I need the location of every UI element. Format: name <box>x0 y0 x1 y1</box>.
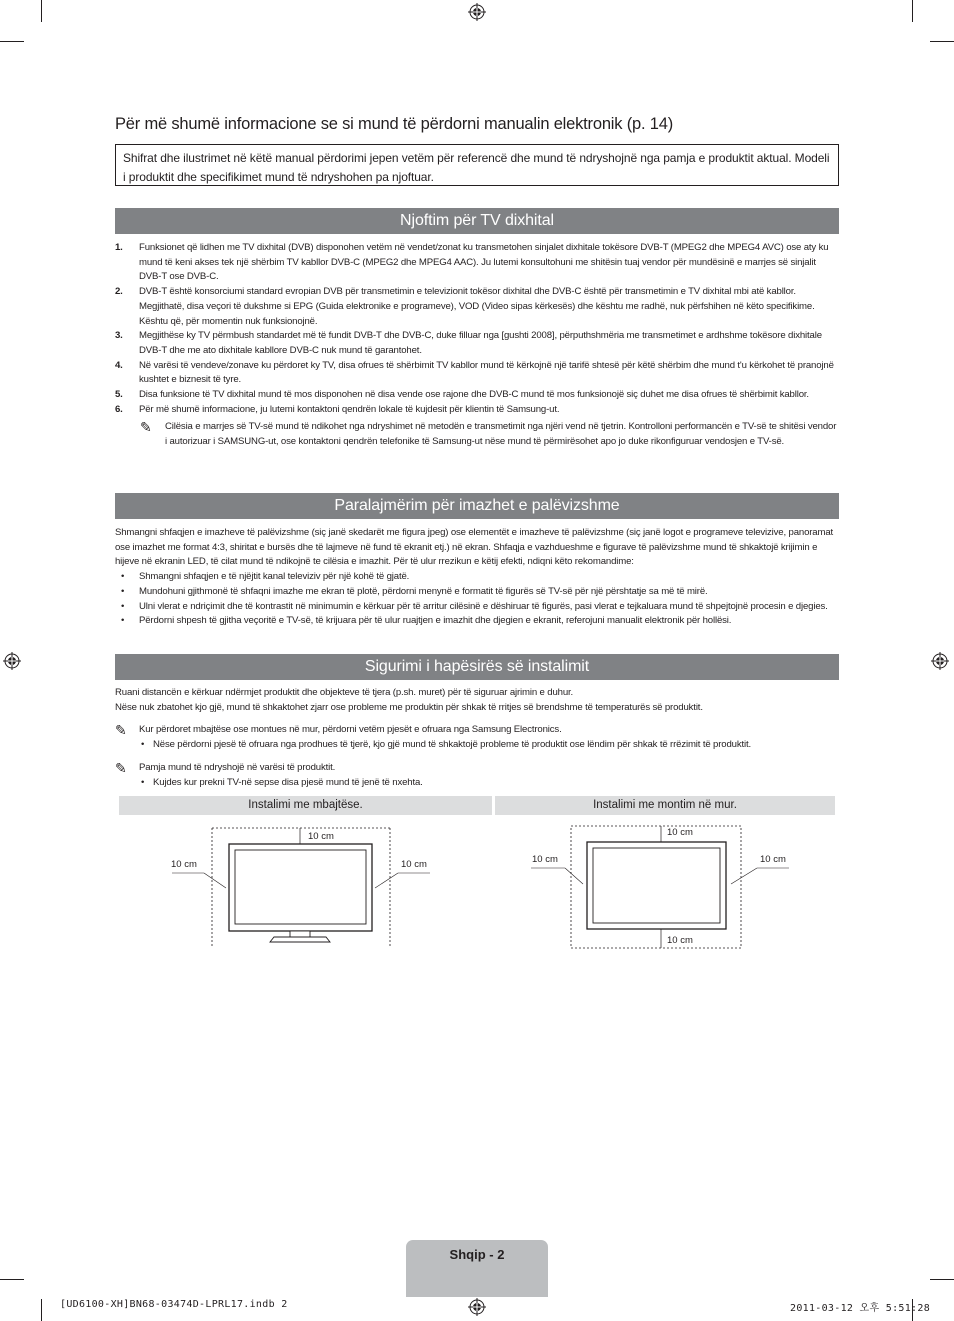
stand-install-diagram <box>160 818 450 952</box>
still-image-intro: Shmangni shfaqjen e imazheve të palëvizshme (siç janë skedarët me figura jpeg) ose elementët e imazheve të palëvizshme (siç janë logot e programeve televizive, panoramat ose imazhet me format 4:3, shiritat e bursës dhe të lajmeve në fund të ekranit etj.) në ekran. Shfaqja e vazhdueshme e figurave të palëvizshme mund të shkaktojë krijimin e hijeve në ekranin LED, të cilat mund të ndikojnë te cilësia e imazhit. Për të ulur rrezikun e këtij efekti, ndiqni këto rekomandime: <box>115 527 834 568</box>
list-item-text: Mundohuni gjithmonë të shfaqni imazhe me ekran të plotë, përdorni menynë e formatit të figurës së TV-së për një përshtatje sa më të mirë. <box>139 585 708 597</box>
installation-section <box>115 686 839 790</box>
bullet-icon: • <box>121 571 125 583</box>
crop-mark <box>930 41 954 42</box>
pencil-note-icon: ✎ <box>115 722 127 739</box>
crop-mark <box>41 1299 42 1321</box>
list-item <box>115 388 839 403</box>
clearance-label-right: 10 cm <box>401 859 427 870</box>
print-file-info: [UD6100-XH]BN68-03474D-LPRL17.indb 2 <box>60 1299 288 1310</box>
list-item-text: Përdorni shpesh të gjitha veçoritë e TV-së, të krijuara për të ulur ruajtjen e imazhit dhe djegien e ekranit, referojuni manualit elektronik për hollësi. <box>139 615 732 627</box>
list-number: 3. <box>115 330 123 342</box>
still-image-section <box>115 526 839 629</box>
clearance-label-bottom: 10 cm <box>667 935 693 946</box>
bullet-icon: • <box>121 615 125 627</box>
installation-line: Ruani distancën e kërkuar ndërmjet produktit dhe objekteve të tjera (p.sh. muret) për të siguruar ajrimin e duhur. <box>115 687 574 698</box>
note-text: Kur përdoret mbajtëse ose montues në mur, përdorni vetëm pjesët e ofruara nga Samsung Electronics. <box>139 724 562 736</box>
list-item-text: Për më shumë informacione, ju lutemi kontaktoni qendrën lokale të kujdesit për klientin të Samsung-ut. <box>139 403 560 415</box>
list-item <box>115 329 839 358</box>
list-item-text: Disa funksione të TV dixhital mund të mos disponohen në disa vende ose rajone dhe DVB-C mund të mos funksionojë siç duhet me disa ofrues të shërbimit kabllor. <box>139 389 809 401</box>
list-item <box>115 614 839 629</box>
bullet-icon: • <box>141 739 145 751</box>
registration-mark-icon <box>468 1298 486 1316</box>
print-timestamp: 2011-03-12 오후 5:51:28 <box>790 1303 931 1314</box>
list-item <box>115 241 839 285</box>
clearance-label-left: 10 cm <box>171 859 197 870</box>
list-item-text: Shmangni shfaqjen e të njëjtit kanal televiziv për një kohë të gjatë. <box>139 571 410 583</box>
section-heading-still-image: Paralajmërim për imazhet e palëvizshme <box>115 493 839 519</box>
list-item-text: Në varësi të vendeve/zonave ku përdoret ky TV, disa ofrues të shërbimit TV kabllor mund të kërkojnë një tarifë shtesë për këtë shërbim dhe mund t'u kërkohet të pranojnë kushtet e biznesit të tyre. <box>139 359 834 386</box>
clearance-label-top: 10 cm <box>308 831 334 842</box>
notice-box: Shifrat dhe ilustrimet në këtë manual përdorimi jepen vetëm për referencë dhe mund të ndryshojnë nga pamja e produktit aktual. Modeli i produktit dhe specifikimet mund të ndryshohen pa njoftuar. <box>115 144 839 186</box>
page-title: Për më shumë informacione se si mund të përdorni manualin elektronik (p. 14) <box>115 115 673 133</box>
list-item-text: Megjithëse ky TV përmbush standardet më të fundit DVB-T dhe DVB-C, duke filluar nga [gushti 2008], përputhshmëria me transmetimet e ardhshme tokësore dixhitale DVB-T dhe me ato dixhitale kabllore DVB-C nuk mund të garantohet. <box>139 330 822 356</box>
clearance-label-top: 10 cm <box>667 827 693 838</box>
bullet-icon: • <box>121 585 125 597</box>
clearance-label-left: 10 cm <box>532 854 558 865</box>
list-item <box>115 600 839 615</box>
digital-tv-list <box>115 241 839 450</box>
registration-mark-icon <box>931 652 949 670</box>
page-number: Shqip - 2 <box>449 1247 505 1262</box>
crop-mark <box>41 0 42 22</box>
installation-note <box>115 761 839 776</box>
wall-mount-diagram <box>525 820 795 954</box>
list-item <box>115 776 839 791</box>
section-heading-digital-tv: Njoftim për TV dixhital <box>115 208 839 234</box>
stand-install-header: Instalimi me mbajtëse. <box>119 796 492 815</box>
crop-mark <box>912 0 913 22</box>
list-item <box>115 738 839 753</box>
list-number: 4. <box>115 359 123 371</box>
list-item <box>115 585 839 600</box>
pencil-note-icon: ✎ <box>115 759 127 776</box>
list-number: 1. <box>115 242 123 253</box>
registration-mark-icon <box>468 3 486 21</box>
crop-mark <box>0 1279 24 1280</box>
list-item <box>115 570 839 585</box>
crop-mark <box>0 41 24 42</box>
note-text: Cilësia e marrjes së TV-së mund të ndikohet nga ndryshimet në metodën e transmetimit nga njëri vend në tjetrin. Kontrolloni performancën e TV-së te shitësi vendor i autorizuar i SAMSUNG-ut, ose kontaktoni qendrën telefonike të Samsung-ut nëse mund të përmirësohet apo jo duke rikonfiguruar vendosjen e TV-së. <box>165 421 837 448</box>
section-heading-installation-space: Sigurimi i hapësirës së instalimit <box>115 654 839 680</box>
list-item-text: DVB-T është konsorciumi standard evropian DVB për transmetimin e televizionit tokësor dixhital dhe DVB-C është për transmetimin e TV dixhital mbi atë kabllor. Megjithatë, disa veçori të dukshme si EPG (Guida elektronike e programeve), VOD (Video sipas kërkesës) dhe kështu me radhë, nuk përfshihen në këto specifikime. Kështu që, për momentin nuk funksionojnë. <box>139 286 815 327</box>
registration-mark-icon <box>3 652 21 670</box>
bullet-icon: • <box>121 600 125 612</box>
reception-note <box>115 420 839 449</box>
list-item-text: Funksionet që lidhen me TV dixhital (DVB) disponohen vetëm në vendet/zonat ku transmetohen sinjalet dixhitale tokësore DVB-T (MPEG2 dhe MPEG4 AVC) ose aty ku mund të keni akses tek një shërbim TV kabllor DVB-C (MPEG2 dhe MPEG4 AAC). Ju lutemi konsultohuni me shitësin tuaj vendor për mundësinë e marrjes së sinjalit DVB-T ose DVB-C. <box>139 242 829 283</box>
list-number: 2. <box>115 286 123 298</box>
note-text: Pamja mund të ndryshojë në varësi të produktit. <box>139 761 336 773</box>
list-item <box>115 359 839 388</box>
list-number: 5. <box>115 389 123 401</box>
list-number: 6. <box>115 403 123 415</box>
list-item-text: Ulni vlerat e ndriçimit dhe të kontrastit në minimumin e kërkuar për të arritur cilësinë e dëshiruar të figurës, pasi vlerat e tejkaluara mund të shpejtojnë procesin e djegies. <box>139 600 828 612</box>
bullet-icon: • <box>141 776 145 788</box>
list-item-text: Nëse përdorni pjesë të ofruara nga prodhues të tjerë, kjo gjë mund të shkaktojë probleme të produktit ose lëndim për shkak të rrëzimit të produktit. <box>153 739 751 751</box>
pencil-note-icon: ✎ <box>140 419 152 436</box>
list-item <box>115 285 839 329</box>
list-item <box>115 403 839 418</box>
list-item-text: Kujdes kur prekni TV-në sepse disa pjesë mund të jenë të nxehta. <box>153 776 423 788</box>
clearance-label-right: 10 cm <box>760 854 786 865</box>
installation-note <box>115 723 839 738</box>
crop-mark <box>930 1279 954 1280</box>
wall-mount-header: Instalimi me montim në mur. <box>495 796 835 815</box>
installation-line: Nëse nuk zbatohet kjo gjë, mund të shkaktohet zjarr ose probleme me produktin për shkak të rritjes së brendshme të temperaturës së produktit. <box>115 701 703 713</box>
